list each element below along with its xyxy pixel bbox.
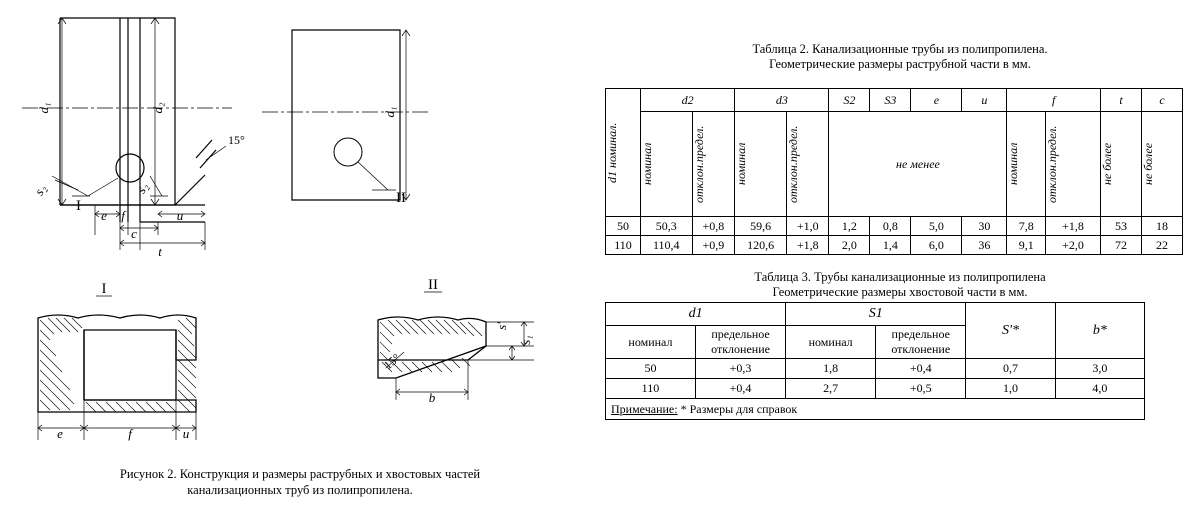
cell: 50 (606, 217, 641, 236)
table2-sub-d3-tolerance: отклон.предел. (787, 112, 829, 217)
label-detail-u: u (182, 426, 190, 441)
table-row (606, 217, 1183, 236)
table2-col-t: t (1101, 89, 1142, 112)
table3-title-line1: Таблица 3. Трубы канализационные из полипропилена (754, 270, 1046, 284)
label-detail-s-prime: s' (494, 322, 509, 330)
label-c: c (131, 226, 137, 241)
cell: +0,3 (695, 359, 785, 379)
cell: 110 (606, 379, 696, 399)
table2-sub-f-nominal: номинал (1007, 112, 1046, 217)
cell: 1,2 (829, 217, 870, 236)
table3-note (606, 399, 1145, 420)
cell: 2,7 (786, 379, 876, 399)
cell: 22 (1142, 236, 1183, 255)
table2-col-s3: S3 (870, 89, 911, 112)
table2 (605, 88, 1183, 255)
table3-col-s1: S1 (786, 303, 966, 326)
cell: 50,3 (641, 217, 693, 236)
figure-caption-line2: канализационных труб из полипропилена. (187, 483, 413, 497)
table3-title-line2: Геометрические размеры хвостовой части в мм. (772, 285, 1028, 299)
table2-sub-f-tolerance: отклон.предел. (1046, 112, 1101, 217)
cell: 1,4 (870, 236, 911, 255)
cell: +1,8 (787, 236, 829, 255)
table3-title (600, 270, 1200, 300)
cell: 120,6 (735, 236, 787, 255)
table-row (606, 379, 1145, 399)
table2-col-s2: S2 (829, 89, 870, 112)
cell: 1,0 (966, 379, 1055, 399)
cell: 2,0 (829, 236, 870, 255)
label-u: u (176, 208, 184, 223)
cell: +1,0 (787, 217, 829, 236)
drawing-svg (0, 0, 600, 470)
table3-col-d1: d1 (606, 303, 786, 326)
label-detail-e: e (57, 426, 63, 441)
cell: 18 (1142, 217, 1183, 236)
table3-wrapper (605, 302, 1145, 420)
table2-col-d2: d2 (641, 89, 735, 112)
cell: +0,9 (692, 236, 735, 255)
detail-title-I: I (101, 281, 107, 297)
table-row (606, 359, 1145, 379)
table2-header-row-sub (606, 112, 1183, 217)
table2-sub-d3-nominal: номинал (735, 112, 787, 217)
label-d1-right: d₁ (382, 106, 397, 118)
cell: 9,1 (1007, 236, 1046, 255)
cell: 0,8 (870, 217, 911, 236)
cell: +0,4 (876, 359, 966, 379)
cell: 6,0 (911, 236, 962, 255)
label-s2-mid: s₂ (133, 180, 151, 196)
cell: 59,6 (735, 217, 787, 236)
cell: 7,8 (1007, 217, 1046, 236)
tables-panel (600, 0, 1200, 521)
table3-col-b: b* (1055, 303, 1144, 359)
cell: 110,4 (641, 236, 693, 255)
label-angle-15b: 15° (380, 350, 403, 373)
cell: 1,8 (786, 359, 876, 379)
table3-sub-d1-tolerance: предельное отклонение (695, 326, 785, 359)
label-s2-left: s₂ (31, 182, 49, 198)
table2-col-d1: d1 номинал. (606, 89, 641, 217)
table3-col-s-prime: S'* (966, 303, 1055, 359)
figure-caption-line1: Рисунок 2. Конструкция и размеры раструбных и хвостовых частей (119, 467, 481, 481)
table3-header-row-top (606, 303, 1145, 326)
label-e: e (101, 208, 107, 223)
cell: +0,5 (876, 379, 966, 399)
table2-col-u: u (962, 89, 1007, 112)
table2-sub-c-ne-bolee: не более (1142, 112, 1183, 217)
table2-title-line2: Геометрические размеры раструбной части в мм. (769, 57, 1031, 71)
note-label: Примечание: (611, 401, 678, 416)
cell: 4,0 (1055, 379, 1144, 399)
table-row (606, 236, 1183, 255)
note-text: * Размеры для справок (677, 401, 798, 416)
table2-wrapper (605, 88, 1183, 255)
cell: 110 (606, 236, 641, 255)
mark-II: II (396, 190, 406, 206)
table3-note-row (606, 399, 1145, 420)
label-d1-left: d₁ (36, 102, 51, 114)
label-f: f (121, 208, 125, 223)
table3-sub-d1-nominal: номинал (606, 326, 696, 359)
table2-sub-t-ne-bolee: не более (1101, 112, 1142, 217)
label-angle-15: 15° (228, 133, 245, 147)
table2-col-d3: d3 (735, 89, 829, 112)
table2-col-e: e (911, 89, 962, 112)
table2-title (600, 42, 1200, 72)
label-detail-b: b (428, 390, 436, 405)
cell: 30 (962, 217, 1007, 236)
cell: 0,7 (966, 359, 1055, 379)
table3-sub-s1-tolerance: предельное отклонение (876, 326, 966, 359)
cell: 53 (1101, 217, 1142, 236)
table2-sub-d2-tolerance: отклон.предел. (692, 112, 735, 217)
detail-title-II: II (428, 277, 438, 293)
cell: 36 (962, 236, 1007, 255)
table3-sub-s1-nominal: номинал (786, 326, 876, 359)
table2-col-c: c (1142, 89, 1183, 112)
cell: +0,4 (695, 379, 785, 399)
table3 (605, 302, 1145, 420)
table2-sub-d2-nominal: номинал (641, 112, 693, 217)
cell: +0,8 (692, 217, 735, 236)
label-detail-f: f (128, 426, 132, 441)
cell: +2,0 (1046, 236, 1101, 255)
table2-col-f: f (1007, 89, 1101, 112)
table2-sub-ne-menee: не менее (829, 112, 1007, 217)
cell: 72 (1101, 236, 1142, 255)
cell: 3,0 (1055, 359, 1144, 379)
mark-I: I (76, 198, 81, 214)
table2-title-line1: Таблица 2. Канализационные трубы из полипропилена. (752, 42, 1048, 56)
label-detail-s1: s₁ (518, 335, 533, 345)
table2-header-row-top (606, 89, 1183, 112)
cell: 5,0 (911, 217, 962, 236)
cell: 50 (606, 359, 696, 379)
label-t: t (158, 244, 162, 259)
cell: +1,8 (1046, 217, 1101, 236)
figure-caption (40, 466, 560, 498)
label-d2: d₂ (150, 102, 165, 114)
